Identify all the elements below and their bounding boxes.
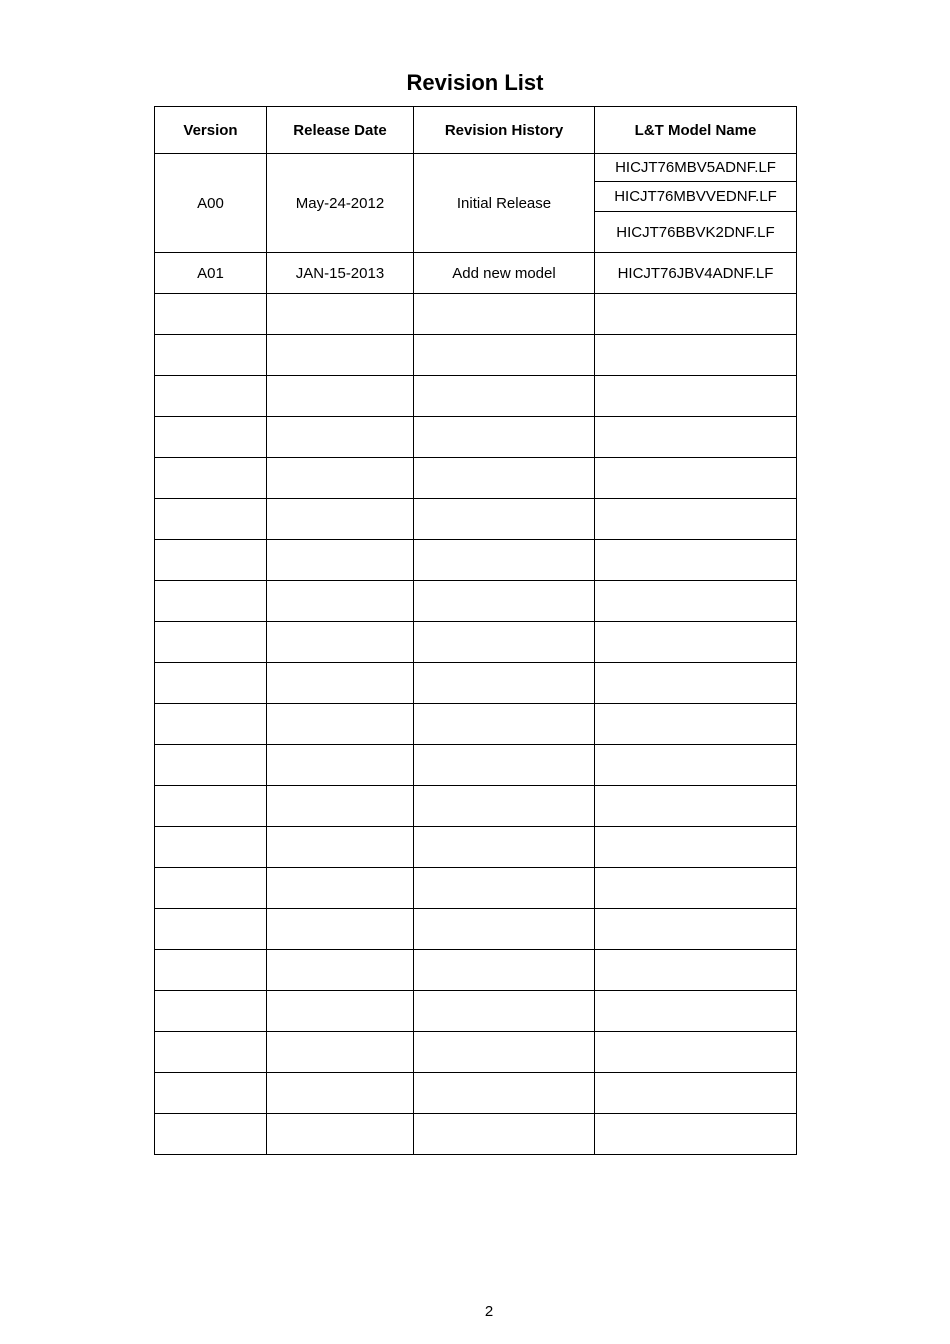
empty-cell	[595, 376, 797, 417]
empty-cell	[595, 786, 797, 827]
page-number: 2	[484, 1303, 494, 1320]
empty-cell	[595, 1032, 797, 1073]
empty-table-row	[155, 868, 797, 909]
empty-cell	[414, 622, 595, 663]
empty-cell	[155, 335, 267, 376]
empty-cell	[595, 581, 797, 622]
empty-cell	[414, 909, 595, 950]
empty-cell	[267, 909, 414, 950]
empty-table-row	[155, 827, 797, 868]
empty-cell	[267, 1073, 414, 1114]
model-name-cell: HICJT76BBVK2DNF.LF	[595, 212, 797, 253]
empty-cell	[414, 1114, 595, 1155]
empty-cell	[414, 827, 595, 868]
empty-cell	[414, 663, 595, 704]
version-cell: A01	[155, 253, 267, 294]
empty-cell	[414, 581, 595, 622]
empty-cell	[267, 499, 414, 540]
empty-cell	[595, 1073, 797, 1114]
empty-cell	[414, 376, 595, 417]
empty-cell	[267, 827, 414, 868]
empty-cell	[155, 1073, 267, 1114]
empty-table-row	[155, 909, 797, 950]
empty-cell	[155, 1032, 267, 1073]
empty-cell	[414, 786, 595, 827]
empty-cell	[267, 294, 414, 335]
empty-table-row	[155, 745, 797, 786]
release-date-cell: May-24-2012	[267, 154, 414, 253]
empty-cell	[414, 294, 595, 335]
empty-table-row	[155, 458, 797, 499]
empty-cell	[155, 622, 267, 663]
empty-cell	[414, 868, 595, 909]
empty-cell	[595, 868, 797, 909]
release-date-cell: JAN-15-2013	[267, 253, 414, 294]
page-title: Revision List	[406, 70, 544, 95]
empty-cell	[414, 991, 595, 1032]
table-header-row	[155, 107, 797, 154]
empty-cell	[155, 294, 267, 335]
empty-cell	[595, 294, 797, 335]
revision-history-cell: Initial Release	[414, 154, 595, 253]
empty-cell	[267, 376, 414, 417]
empty-table-row	[155, 335, 797, 376]
empty-cell	[267, 868, 414, 909]
empty-cell	[155, 827, 267, 868]
empty-cell	[595, 704, 797, 745]
table-row	[155, 253, 797, 294]
table-row	[155, 154, 797, 182]
empty-cell	[414, 499, 595, 540]
empty-table-row	[155, 499, 797, 540]
empty-cell	[595, 909, 797, 950]
empty-cell	[155, 417, 267, 458]
empty-cell	[414, 1032, 595, 1073]
empty-cell	[155, 745, 267, 786]
empty-table-row	[155, 991, 797, 1032]
empty-table-row	[155, 294, 797, 335]
empty-cell	[595, 622, 797, 663]
revision-table	[154, 106, 797, 1155]
empty-cell	[267, 458, 414, 499]
empty-cell	[414, 458, 595, 499]
empty-table-row	[155, 1073, 797, 1114]
empty-table-row	[155, 581, 797, 622]
empty-cell	[595, 827, 797, 868]
empty-cell	[155, 950, 267, 991]
empty-table-row	[155, 417, 797, 458]
empty-cell	[267, 335, 414, 376]
empty-table-row	[155, 704, 797, 745]
empty-cell	[414, 704, 595, 745]
model-name-cell: HICJT76JBV4ADNF.LF	[595, 253, 797, 294]
version-cell: A00	[155, 154, 267, 253]
empty-cell	[267, 745, 414, 786]
empty-cell	[155, 458, 267, 499]
empty-cell	[155, 704, 267, 745]
empty-table-row	[155, 1114, 797, 1155]
empty-cell	[595, 950, 797, 991]
empty-cell	[414, 950, 595, 991]
empty-table-row	[155, 950, 797, 991]
empty-cell	[595, 745, 797, 786]
empty-cell	[595, 663, 797, 704]
empty-cell	[267, 417, 414, 458]
empty-cell	[267, 1032, 414, 1073]
model-name-cell: HICJT76MBVVEDNF.LF	[595, 182, 797, 212]
empty-cell	[267, 1114, 414, 1155]
empty-cell	[595, 1114, 797, 1155]
empty-cell	[155, 786, 267, 827]
empty-cell	[267, 991, 414, 1032]
empty-cell	[155, 540, 267, 581]
empty-table-row	[155, 786, 797, 827]
empty-cell	[155, 1114, 267, 1155]
empty-cell	[414, 335, 595, 376]
header-revision-history: Revision History	[414, 107, 595, 154]
header-version: Version	[155, 107, 267, 154]
empty-cell	[155, 663, 267, 704]
header-model-name: L&T Model Name	[595, 107, 797, 154]
empty-table-row	[155, 622, 797, 663]
empty-cell	[155, 376, 267, 417]
empty-cell	[595, 335, 797, 376]
empty-cell	[267, 581, 414, 622]
empty-cell	[595, 499, 797, 540]
empty-cell	[267, 540, 414, 581]
model-name-cell: HICJT76MBV5ADNF.LF	[595, 154, 797, 182]
empty-cell	[155, 499, 267, 540]
header-release-date: Release Date	[267, 107, 414, 154]
empty-cell	[155, 868, 267, 909]
empty-cell	[267, 950, 414, 991]
empty-cell	[267, 663, 414, 704]
empty-cell	[595, 991, 797, 1032]
empty-cell	[267, 704, 414, 745]
empty-cell	[414, 540, 595, 581]
empty-table-row	[155, 663, 797, 704]
empty-cell	[414, 745, 595, 786]
empty-cell	[595, 540, 797, 581]
empty-cell	[155, 909, 267, 950]
empty-table-row	[155, 376, 797, 417]
empty-cell	[267, 622, 414, 663]
empty-cell	[267, 786, 414, 827]
empty-cell	[155, 581, 267, 622]
empty-cell	[155, 991, 267, 1032]
empty-table-row	[155, 1032, 797, 1073]
empty-cell	[414, 417, 595, 458]
empty-cell	[595, 458, 797, 499]
empty-cell	[414, 1073, 595, 1114]
empty-table-row	[155, 540, 797, 581]
empty-cell	[595, 417, 797, 458]
revision-history-cell: Add new model	[414, 253, 595, 294]
